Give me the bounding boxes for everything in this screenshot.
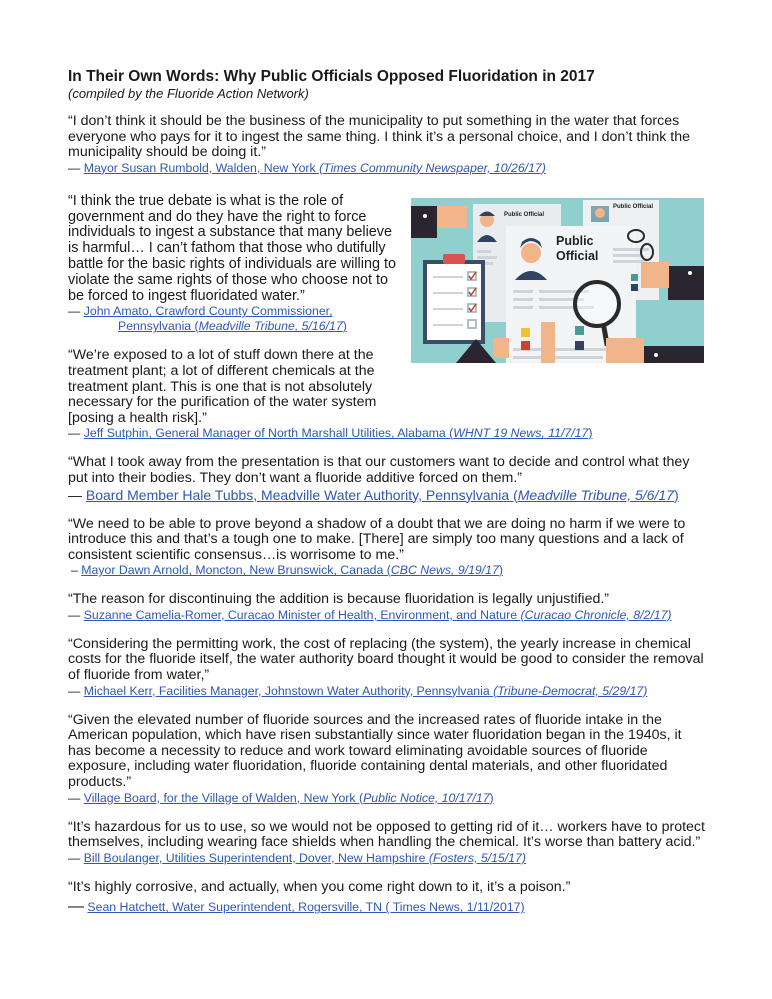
em-dash: — (68, 304, 81, 319)
em-dash: — (68, 850, 81, 865)
quote-text: “It’s hazardous for us to use, so we would not be opposed to getting rid of it… workers have to protect themselves, including wearing face shields when handling the chemical. It’s worse than battery acid.” (68, 818, 705, 851)
quote-block (68, 713, 708, 806)
quote-text: “Considering the permitting work, the cost of replacing (the system), the yearly increase in chemical costs for the fluoride itself, the water authority board thought it would be good to consider the removal of fluoride from water,” (68, 635, 704, 684)
page-subtitle: (compiled by the Fluoride Action Network) (68, 86, 309, 101)
attribution-link[interactable]: Mayor Susan Rumbold, Walden, New York (Times Community Newspaper, 10/26/17) (83, 160, 546, 175)
public-official-illustration (411, 198, 704, 363)
em-dash: — (68, 607, 81, 622)
quote-text: “What I took away from the presentation is that our customers want to decide and control what they put into their bodies. They don’t want a fluoride additive forced on them.” (68, 454, 690, 486)
em-dash: — (68, 683, 81, 698)
em-dash: — (68, 486, 82, 503)
quote-block (68, 455, 708, 502)
quote-block (68, 637, 708, 699)
figure-label-large: Public Official (556, 234, 599, 263)
em-dash: — (68, 898, 84, 916)
attribution-link[interactable]: Board Member Hale Tubbs, Meadville Water Authority, Pennsylvania (Meadville Tribune, 5/6/17) (85, 486, 679, 503)
attribution-link[interactable]: Suzanne Camelia-Romer, Curacao Minister of Health, Environment, and Nature (Curacao Chronicle, 8/2/17) (83, 607, 672, 622)
attribution-link[interactable]: Jeff Sutphin, General Manager of North Marshall Utilities, Alabama (WHNT 19 News, 11/7/17) (83, 426, 593, 441)
attribution (68, 563, 708, 578)
en-dash: – (71, 563, 78, 578)
quote-text: “It’s highly corrosive, and actually, when you come right down to it, it’s a poison.” (68, 878, 571, 895)
attribution (68, 684, 708, 699)
attribution (68, 791, 708, 806)
attribution-link[interactable]: Village Board, for the Village of Walden, New York (Public Notice, 10/17/17) (83, 790, 494, 805)
quote-text: “We’re exposed to a lot of stuff down there at the treatment plant; a lot of different chemicals at the treatment plant. This is one that is not absolutely necessary for the purification of the water system [posing a health risk].” (68, 347, 377, 426)
quote-text: “I don’t think it should be the business of the municipality to put something in the water that forces everyone who pays for it to ingest the same thing. I think it’s a personal choice, and I don’t think the municipality should be doing it.” (68, 113, 690, 161)
figure-label-small: Public Official (504, 212, 545, 218)
page-title: In Their Own Words: Why Public Officials Opposed Fluoridation in 2017 (68, 68, 595, 85)
quote-text: “The reason for discontinuing the addition is because fluoridation is legally unjustified.” (68, 591, 610, 608)
attribution (68, 304, 403, 319)
quote-block (68, 592, 708, 623)
attribution (68, 851, 708, 866)
attribution-line-2 (68, 319, 403, 334)
attribution-link[interactable]: Pennsylvania (Meadville Tribune, 5/16/17) (118, 319, 347, 334)
attribution (68, 426, 708, 441)
em-dash: — (68, 426, 81, 441)
attribution-link[interactable]: John Amato, Crawford County Commissioner, (83, 304, 333, 319)
attribution (68, 899, 708, 915)
attribution (68, 161, 708, 176)
quote-block (68, 517, 708, 579)
figure-label-small: Public Official (613, 204, 654, 210)
attribution (68, 608, 708, 623)
quote-text: “Given the elevated number of fluoride sources and the increased rates of fluoride intake in the American population, which have risen substantially since water fluoridation began in the 1940s, it has become a necessity to reduce and work toward eliminating avoidable sources of fluoride exposure, including water fluoridation, fluoride containing dental materials, and other fluoridated products.” (68, 711, 682, 791)
quote-text: “We need to be able to prove beyond a shadow of a doubt that we are doing no harm if we were to introduce this and that’s a tough one to make. [There] are simply too many questions and a lack of consistent scientific consensus…is worrisome to me.” (68, 515, 686, 563)
attribution (68, 487, 708, 503)
em-dash: — (68, 160, 81, 175)
em-dash: — (68, 790, 81, 805)
attribution-link[interactable]: Michael Kerr, Facilities Manager, Johnstown Water Authority, Pennsylvania (Tribune-Democrat, 5/29/17) (83, 683, 648, 698)
quote-block (68, 194, 403, 335)
attribution-link[interactable]: Bill Boulanger, Utilities Superintendent, Dover, New Hampshire (Fosters, 5/15/17) (83, 850, 526, 865)
quote-block (68, 880, 708, 916)
quote-block (68, 114, 708, 176)
quote-block (68, 820, 708, 866)
quote-text: “I think the true debate is what is the role of government and do they have the right to force individuals to ingest a substance that many believe is harmful… I can’t fathom that those who dutifully battle for the basic rights of individuals are willing to violate the same rights of those who choose not to be forced to ingest fluoridated water.” (68, 192, 396, 304)
attribution-link[interactable]: Sean Hatchett, Water Superintendent, Rogersville, TN ( Times News, 1/11/2017) (87, 900, 525, 915)
attribution-link[interactable]: Mayor Dawn Arnold, Moncton, New Brunswick, Canada (CBC News, 9/19/17) (81, 563, 503, 578)
